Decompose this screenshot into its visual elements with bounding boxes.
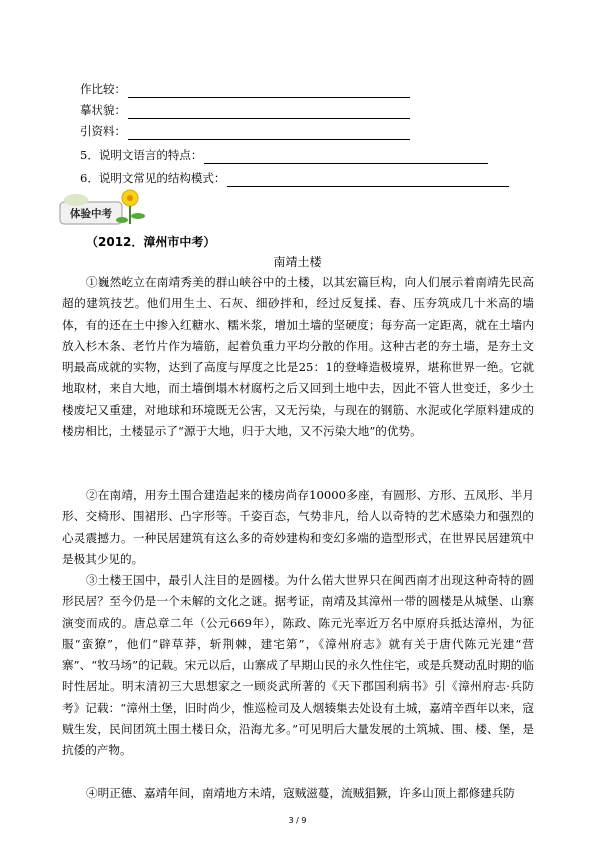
fill-item-label: 作比较： <box>80 82 126 96</box>
exam-source: （2012．漳州市中考） <box>86 235 216 249</box>
fill-item-description <box>80 101 410 119</box>
fill-item-label: 摹状貌： <box>80 103 126 117</box>
answer-blank[interactable] <box>128 106 410 119</box>
article-title: 南靖土楼 <box>273 255 322 269</box>
paragraph-3: ③土楼王国中，最引人注目的是圆楼。为什么偌大世界只在闽西南才出现这种奇特的圆形民居？至今仍是一个未解的文化之谜。据考证，南靖及其漳州一带的圆楼是从城堡、山寨演变而成的。唐总章二年（公元669年），陈政、陈元光率近万名中原府兵抵达漳州，为征服“蛮獠”，他们“辟草莽，斩荆棘，建宅第”，《漳州府志》就有关于唐代陈元光建“营寨”、“牧马场”的记载。宋元以后，山寨成了早期山民的永久性住宅，或是兵燹动乱时期的临时性居址。明末清初三大思想家之一顾炎武所著的《天下郡国利病书》引《漳州府志·兵防考》记载：“漳州土堡，旧时尚少，惟巡检司及人烟辏集去处设有土城，嘉靖辛酉年以来，寇贼生发，民间团筑土围土楼日众，沿海尤多。”可见明后大量发展的土筑城、围、楼、堡，是抗倭的产物。 <box>62 573 534 758</box>
answer-blank[interactable] <box>128 127 410 140</box>
paragraph-1: ①巍然屹立在南靖秀美的群山峡谷中的土楼，以其宏篇巨构，向人们展示着南靖先民高超的建筑技艺。他们用生土、石灰、细砂拌和，经过反复揉、舂、压夯筑成几十米高的墙体，有的还在土中掺入红糖水、糯米浆，增加土墙的坚硬度；每夯高一定距离，就在土墙内放入杉木条、老竹片作为墙筋，起着负重力平均分散的作用。这种古老的夯土墙，是夯土文明最高成就的实物，达到了高度与厚度之比是25：1的登峰造极境界，堪称世界一绝。它就地取材，来自大地，而土墙倒塌木材腐朽之后又回到土地中去，因此不管人世变迁，多少土楼废圮又重建，对地球和环境既无公害，又无污染，与现在的钢筋、水泥或化学原料建成的楼房相比，土楼显示了“源于大地，归于大地，又不污染大地”的优势。 <box>62 275 534 439</box>
paragraph-4: ④明正德、嘉靖年间，南靖地方未靖，寇贼滋蔓，流贼猖獗，许多山顶上都修建兵防 <box>86 786 515 800</box>
question-6 <box>80 169 509 187</box>
answer-blank[interactable] <box>128 85 410 98</box>
question-5 <box>80 146 488 164</box>
fill-item-citation <box>80 122 410 140</box>
badge-label: 体验中考 <box>70 208 112 220</box>
sun-flower-icon <box>122 190 138 206</box>
exam-experience-badge <box>58 186 150 228</box>
answer-blank[interactable] <box>204 151 488 164</box>
fill-item-label: 引资料： <box>80 124 126 138</box>
question-label: 5．说明文语言的特点： <box>80 148 203 162</box>
page-number: 3 / 9 <box>288 816 307 825</box>
question-label: 6．说明文常见的结构模式： <box>80 171 226 185</box>
fill-item-comparison <box>80 80 410 98</box>
leaf-icon <box>64 194 88 206</box>
paragraph-2: ②在南靖，用夯土围合建造起来的楼房尚存10000多座，有圆形、方形、五凤形、半月形、交椅形、围裙形、凸字形等。千姿百态，气势非凡，给人以奇特的艺术感染力和强烈的心灵震撼力。一种民居建筑有这么多的奇妙建构和变幻多端的造型形式，在世界民居建筑中是极其少见的。 <box>62 488 534 566</box>
answer-blank[interactable] <box>227 174 509 187</box>
